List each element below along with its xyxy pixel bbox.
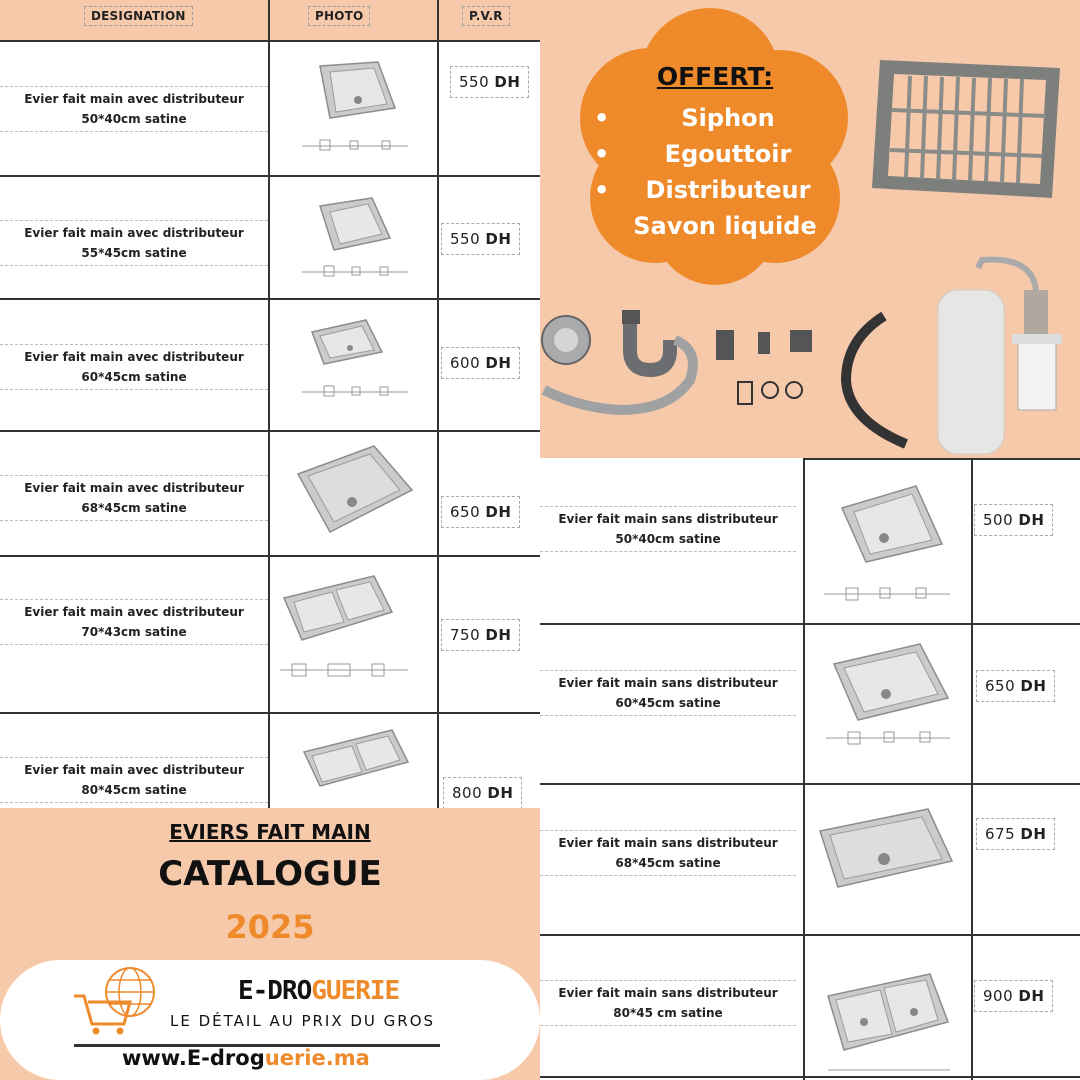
table-row-price: 750 DH — [441, 619, 520, 651]
list-item: • Distributeur — [594, 176, 811, 204]
table-header — [0, 0, 540, 41]
sink-photo — [824, 966, 954, 1076]
header-pvr: P.V.R — [462, 6, 510, 26]
brand-tagline: LE DÉTAIL AU PRIX DU GROS — [170, 1012, 436, 1030]
header-designation: DESIGNATION — [84, 6, 193, 26]
table-row-designation: Evier fait main avec distributeur 70*43cm satine — [0, 599, 268, 645]
table-row-price: 800 DH — [443, 777, 522, 809]
sink-photo — [300, 312, 410, 407]
brand-logo-text: E-DROGUERIE — [238, 976, 400, 1006]
table-row-price: 550 DH — [450, 66, 529, 98]
table-row-designation: Evier fait main avec distributeur 60*45cm satine — [0, 344, 268, 390]
right-price-table — [540, 458, 1080, 1080]
table-row-designation: Evier fait main avec distributeur 68*45cm satine — [0, 475, 268, 521]
sink-photo — [300, 190, 410, 285]
dish-rack-image — [870, 50, 1070, 200]
sink-photo — [300, 58, 410, 158]
brand-panel — [0, 808, 540, 1080]
table-row-price: 600 DH — [441, 347, 520, 379]
list-item: Savon liquide — [633, 212, 817, 240]
table-row-designation: Evier fait main avec distributeur 55*45cm satine — [0, 220, 268, 266]
sink-photo — [816, 803, 956, 903]
table-row-designation: Evier fait main sans distributeur 80*45 cm satine — [540, 980, 796, 1026]
list-item: • Egouttoir — [594, 140, 792, 168]
catalogue-year: 2025 — [225, 908, 315, 946]
table-row-price: 650 DH — [976, 670, 1055, 702]
list-item: • Siphon — [594, 104, 775, 132]
sink-photo — [280, 568, 410, 698]
offer-title: OFFERT: — [656, 62, 774, 91]
table-row-designation: Evier fait main sans distributeur 60*45cm satine — [540, 670, 796, 716]
table-row-price: 650 DH — [441, 496, 520, 528]
left-price-table — [0, 0, 540, 808]
sink-photo — [290, 440, 420, 540]
drain-hose-image — [836, 310, 926, 450]
offer-list — [588, 100, 838, 244]
sink-photo — [300, 724, 420, 806]
sink-photo — [824, 638, 954, 768]
sink-photo — [822, 478, 952, 608]
table-row-price: 675 DH — [976, 818, 1055, 850]
table-row-price: 500 DH — [974, 504, 1053, 536]
cart-globe-icon — [72, 966, 162, 1036]
catalogue-title: CATALOGUE — [158, 854, 382, 894]
soap-dispenser-image — [932, 250, 1080, 458]
table-row-designation: Evier fait main avec distributeur 50*40cm satine — [0, 86, 268, 132]
header-photo: PHOTO — [308, 6, 370, 26]
website-link[interactable]: www.E-droguerie.ma — [122, 1046, 370, 1070]
offer-panel — [540, 0, 1080, 458]
siphon-parts-image — [540, 300, 830, 430]
table-row-price: 900 DH — [974, 980, 1053, 1012]
table-row-designation: Evier fait main sans distributeur 50*40cm satine — [540, 506, 796, 552]
category-title: EVIERS FAIT MAIN — [169, 820, 371, 844]
table-row-price: 550 DH — [441, 223, 520, 255]
table-row-designation: Evier fait main avec distributeur 80*45cm satine — [0, 757, 268, 803]
table-row-designation: Evier fait main sans distributeur 68*45cm satine — [540, 830, 796, 876]
